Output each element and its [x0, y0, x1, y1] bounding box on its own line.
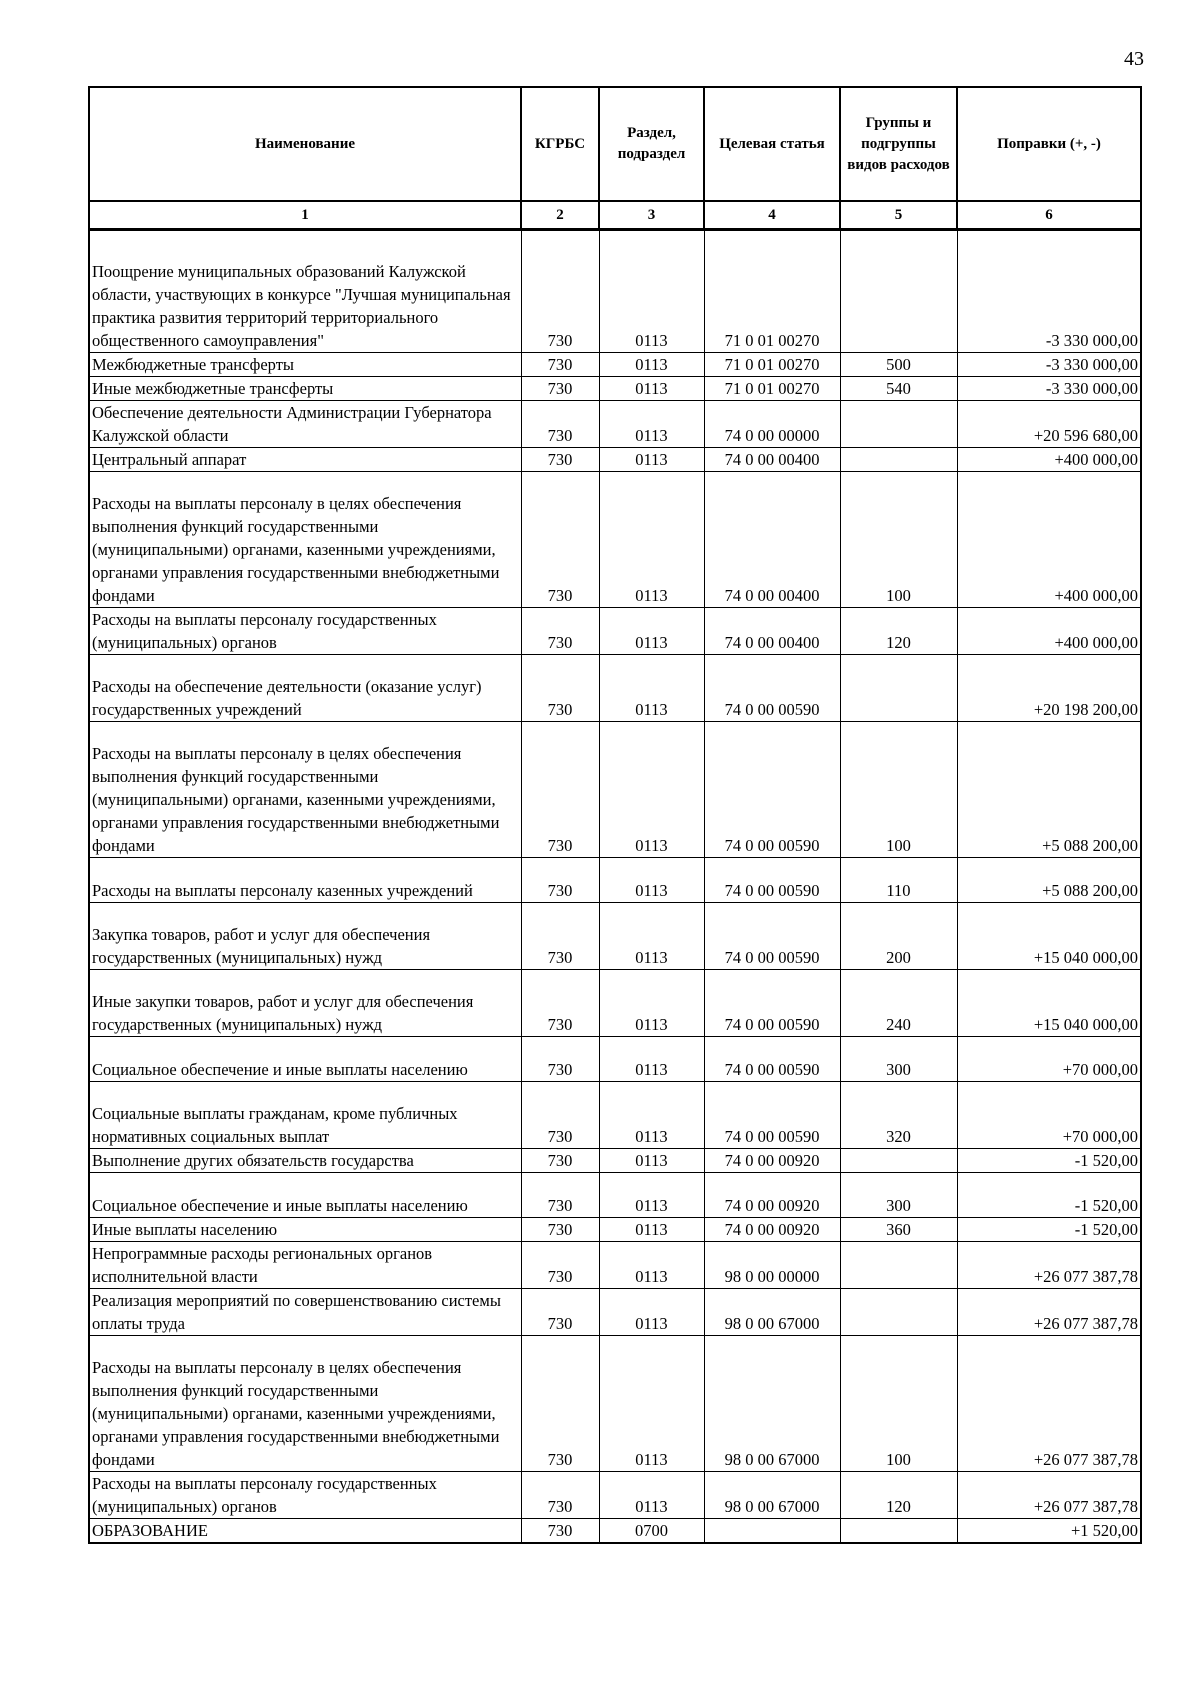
row-section-cell: 0113	[599, 608, 704, 655]
row-section-cell: 0113	[599, 1037, 704, 1082]
table-row	[89, 1173, 1141, 1218]
row-target-cell: 74 0 00 00590	[704, 903, 840, 970]
row-kgrbs-cell: 730	[521, 722, 599, 858]
row-amount-cell: -1 520,00	[957, 1173, 1141, 1218]
row-name-cell: Социальное обеспечение и иные выплаты населению	[89, 1173, 521, 1218]
row-group-cell: 100	[840, 722, 957, 858]
row-name-cell: Иные выплаты населению	[89, 1218, 521, 1242]
row-name-cell: Непрограммные расходы региональных органов исполнительной власти	[89, 1242, 521, 1289]
column-number: 4	[704, 201, 840, 230]
row-name-cell: Иные межбюджетные трансферты	[89, 377, 521, 401]
row-group-cell: 100	[840, 472, 957, 608]
table-row	[89, 970, 1141, 1037]
row-name-cell: Расходы на обеспечение деятельности (оказание услуг) государственных учреждений	[89, 655, 521, 722]
row-group-cell	[840, 1149, 957, 1173]
row-section-cell: 0113	[599, 1336, 704, 1472]
row-kgrbs-cell: 730	[521, 1037, 599, 1082]
row-amount-cell: +70 000,00	[957, 1037, 1141, 1082]
row-name-cell: Межбюджетные трансферты	[89, 353, 521, 377]
row-amount-cell: +400 000,00	[957, 448, 1141, 472]
row-amount-cell: +20 596 680,00	[957, 401, 1141, 448]
row-section-cell: 0113	[599, 722, 704, 858]
row-kgrbs-cell: 730	[521, 903, 599, 970]
row-target-cell: 74 0 00 00590	[704, 1037, 840, 1082]
table-row	[89, 1519, 1141, 1544]
row-group-cell	[840, 655, 957, 722]
row-group-cell: 120	[840, 608, 957, 655]
row-name-cell: Закупка товаров, работ и услуг для обеспечения государственных (муниципальных) нужд	[89, 903, 521, 970]
row-target-cell: 74 0 00 00000	[704, 401, 840, 448]
row-kgrbs-cell: 730	[521, 353, 599, 377]
row-target-cell: 98 0 00 67000	[704, 1472, 840, 1519]
row-group-cell: 540	[840, 377, 957, 401]
row-section-cell: 0113	[599, 1242, 704, 1289]
table-row	[89, 1149, 1141, 1173]
row-group-cell	[840, 1289, 957, 1336]
row-target-cell: 74 0 00 00400	[704, 472, 840, 608]
column-number-row	[89, 201, 1141, 230]
row-kgrbs-cell: 730	[521, 970, 599, 1037]
row-amount-cell: +20 198 200,00	[957, 655, 1141, 722]
row-kgrbs-cell: 730	[521, 1289, 599, 1336]
row-kgrbs-cell: 730	[521, 1336, 599, 1472]
row-amount-cell: +70 000,00	[957, 1082, 1141, 1149]
row-amount-cell: +26 077 387,78	[957, 1242, 1141, 1289]
row-kgrbs-cell: 730	[521, 230, 599, 353]
header-target: Целевая статья	[704, 87, 840, 201]
row-name-cell: ОБРАЗОВАНИЕ	[89, 1519, 521, 1544]
row-section-cell: 0113	[599, 1218, 704, 1242]
row-name-cell: Выполнение других обязательств государства	[89, 1149, 521, 1173]
table-row	[89, 1242, 1141, 1289]
table-row	[89, 377, 1141, 401]
table-row	[89, 1336, 1141, 1472]
table-body	[89, 230, 1141, 1544]
row-target-cell: 71 0 01 00270	[704, 353, 840, 377]
row-name-cell: Обеспечение деятельности Администрации Губернатора Калужской области	[89, 401, 521, 448]
row-section-cell: 0113	[599, 1289, 704, 1336]
row-name-cell: Иные закупки товаров, работ и услуг для обеспечения государственных (муниципальных) нужд	[89, 970, 521, 1037]
table-row	[89, 230, 1141, 353]
page-number: 43	[1124, 48, 1144, 70]
row-kgrbs-cell: 730	[521, 608, 599, 655]
row-group-cell	[840, 401, 957, 448]
row-section-cell: 0113	[599, 970, 704, 1037]
table-row	[89, 608, 1141, 655]
header-kgrbs: КГРБС	[521, 87, 599, 201]
row-group-cell: 360	[840, 1218, 957, 1242]
row-amount-cell: +15 040 000,00	[957, 903, 1141, 970]
row-group-cell: 320	[840, 1082, 957, 1149]
row-kgrbs-cell: 730	[521, 472, 599, 608]
row-target-cell: 74 0 00 00590	[704, 858, 840, 903]
row-target-cell	[704, 1519, 840, 1544]
column-number: 1	[89, 201, 521, 230]
table-row	[89, 1082, 1141, 1149]
row-section-cell: 0113	[599, 903, 704, 970]
table-row	[89, 1218, 1141, 1242]
row-group-cell: 120	[840, 1472, 957, 1519]
row-kgrbs-cell: 730	[521, 655, 599, 722]
row-group-cell: 240	[840, 970, 957, 1037]
row-name-cell: Расходы на выплаты персоналу государственных (муниципальных) органов	[89, 608, 521, 655]
row-section-cell: 0113	[599, 655, 704, 722]
row-amount-cell: -3 330 000,00	[957, 353, 1141, 377]
row-name-cell: Расходы на выплаты персоналу государственных (муниципальных) органов	[89, 1472, 521, 1519]
row-section-cell: 0113	[599, 377, 704, 401]
row-target-cell: 98 0 00 67000	[704, 1289, 840, 1336]
table-row	[89, 448, 1141, 472]
row-group-cell: 110	[840, 858, 957, 903]
column-number: 5	[840, 201, 957, 230]
header-groups: Группы и подгруппы видов расходов	[840, 87, 957, 201]
row-target-cell: 74 0 00 00400	[704, 448, 840, 472]
table-row	[89, 903, 1141, 970]
row-kgrbs-cell: 730	[521, 1519, 599, 1544]
row-name-cell: Поощрение муниципальных образований Калужской области, участвующих в конкурсе "Лучшая муниципальная практика развития территорий территориального общественного самоуправления"	[89, 230, 521, 353]
row-name-cell: Расходы на выплаты персоналу в целях обеспечения выполнения функций государственными (муниципальными) органами, казенными учреждениями, органами управления государственными внебюджетными фондами	[89, 1336, 521, 1472]
table-row	[89, 858, 1141, 903]
row-section-cell: 0113	[599, 1472, 704, 1519]
header-section: Раздел, подраздел	[599, 87, 704, 201]
row-kgrbs-cell: 730	[521, 1218, 599, 1242]
table-row	[89, 1037, 1141, 1082]
column-number: 3	[599, 201, 704, 230]
row-target-cell: 74 0 00 00590	[704, 970, 840, 1037]
row-kgrbs-cell: 730	[521, 1472, 599, 1519]
row-amount-cell: +5 088 200,00	[957, 858, 1141, 903]
row-section-cell: 0700	[599, 1519, 704, 1544]
row-section-cell: 0113	[599, 858, 704, 903]
table-row	[89, 722, 1141, 858]
row-name-cell: Расходы на выплаты персоналу в целях обеспечения выполнения функций государственными (муниципальными) органами, казенными учреждениями, органами управления государственными внебюджетными фондами	[89, 472, 521, 608]
row-amount-cell: +400 000,00	[957, 472, 1141, 608]
row-target-cell: 98 0 00 67000	[704, 1336, 840, 1472]
header-amendments: Поправки (+, -)	[957, 87, 1141, 201]
row-section-cell: 0113	[599, 1173, 704, 1218]
column-number: 6	[957, 201, 1141, 230]
header-row	[89, 87, 1141, 201]
row-section-cell: 0113	[599, 1149, 704, 1173]
table-row	[89, 1472, 1141, 1519]
row-section-cell: 0113	[599, 353, 704, 377]
row-name-cell: Социальные выплаты гражданам, кроме публичных нормативных социальных выплат	[89, 1082, 521, 1149]
budget-amendments-table	[88, 86, 1142, 1544]
row-section-cell: 0113	[599, 472, 704, 608]
row-group-cell: 500	[840, 353, 957, 377]
row-kgrbs-cell: 730	[521, 1242, 599, 1289]
row-amount-cell: -3 330 000,00	[957, 230, 1141, 353]
row-group-cell: 300	[840, 1173, 957, 1218]
row-target-cell: 71 0 01 00270	[704, 377, 840, 401]
column-number: 2	[521, 201, 599, 230]
row-kgrbs-cell: 730	[521, 1082, 599, 1149]
row-target-cell: 74 0 00 00920	[704, 1149, 840, 1173]
row-group-cell	[840, 230, 957, 353]
row-section-cell: 0113	[599, 230, 704, 353]
row-target-cell: 74 0 00 00590	[704, 722, 840, 858]
row-target-cell: 74 0 00 00400	[704, 608, 840, 655]
row-group-cell: 200	[840, 903, 957, 970]
table-row	[89, 401, 1141, 448]
row-name-cell: Расходы на выплаты персоналу в целях обеспечения выполнения функций государственными (муниципальными) органами, казенными учреждениями, органами управления государственными внебюджетными фондами	[89, 722, 521, 858]
row-kgrbs-cell: 730	[521, 1149, 599, 1173]
row-target-cell: 98 0 00 00000	[704, 1242, 840, 1289]
row-group-cell	[840, 1519, 957, 1544]
row-section-cell: 0113	[599, 1082, 704, 1149]
table-row	[89, 353, 1141, 377]
table-row	[89, 655, 1141, 722]
header-name: Наименование	[89, 87, 521, 201]
row-amount-cell: -1 520,00	[957, 1149, 1141, 1173]
row-amount-cell: +26 077 387,78	[957, 1336, 1141, 1472]
row-section-cell: 0113	[599, 401, 704, 448]
row-group-cell: 300	[840, 1037, 957, 1082]
row-target-cell: 74 0 00 00590	[704, 655, 840, 722]
row-kgrbs-cell: 730	[521, 401, 599, 448]
row-kgrbs-cell: 730	[521, 448, 599, 472]
table-row	[89, 472, 1141, 608]
row-group-cell	[840, 448, 957, 472]
row-group-cell: 100	[840, 1336, 957, 1472]
row-kgrbs-cell: 730	[521, 377, 599, 401]
row-amount-cell: +26 077 387,78	[957, 1289, 1141, 1336]
row-amount-cell: +1 520,00	[957, 1519, 1141, 1544]
row-section-cell: 0113	[599, 448, 704, 472]
row-amount-cell: -1 520,00	[957, 1218, 1141, 1242]
table-row	[89, 1289, 1141, 1336]
row-group-cell	[840, 1242, 957, 1289]
row-target-cell: 74 0 00 00920	[704, 1173, 840, 1218]
row-amount-cell: +5 088 200,00	[957, 722, 1141, 858]
row-kgrbs-cell: 730	[521, 858, 599, 903]
row-name-cell: Реализация мероприятий по совершенствованию системы оплаты труда	[89, 1289, 521, 1336]
row-amount-cell: -3 330 000,00	[957, 377, 1141, 401]
row-name-cell: Социальное обеспечение и иные выплаты населению	[89, 1037, 521, 1082]
row-target-cell: 74 0 00 00590	[704, 1082, 840, 1149]
row-kgrbs-cell: 730	[521, 1173, 599, 1218]
row-amount-cell: +26 077 387,78	[957, 1472, 1141, 1519]
row-amount-cell: +400 000,00	[957, 608, 1141, 655]
row-amount-cell: +15 040 000,00	[957, 970, 1141, 1037]
row-target-cell: 71 0 01 00270	[704, 230, 840, 353]
row-name-cell: Центральный аппарат	[89, 448, 521, 472]
row-target-cell: 74 0 00 00920	[704, 1218, 840, 1242]
row-name-cell: Расходы на выплаты персоналу казенных учреждений	[89, 858, 521, 903]
